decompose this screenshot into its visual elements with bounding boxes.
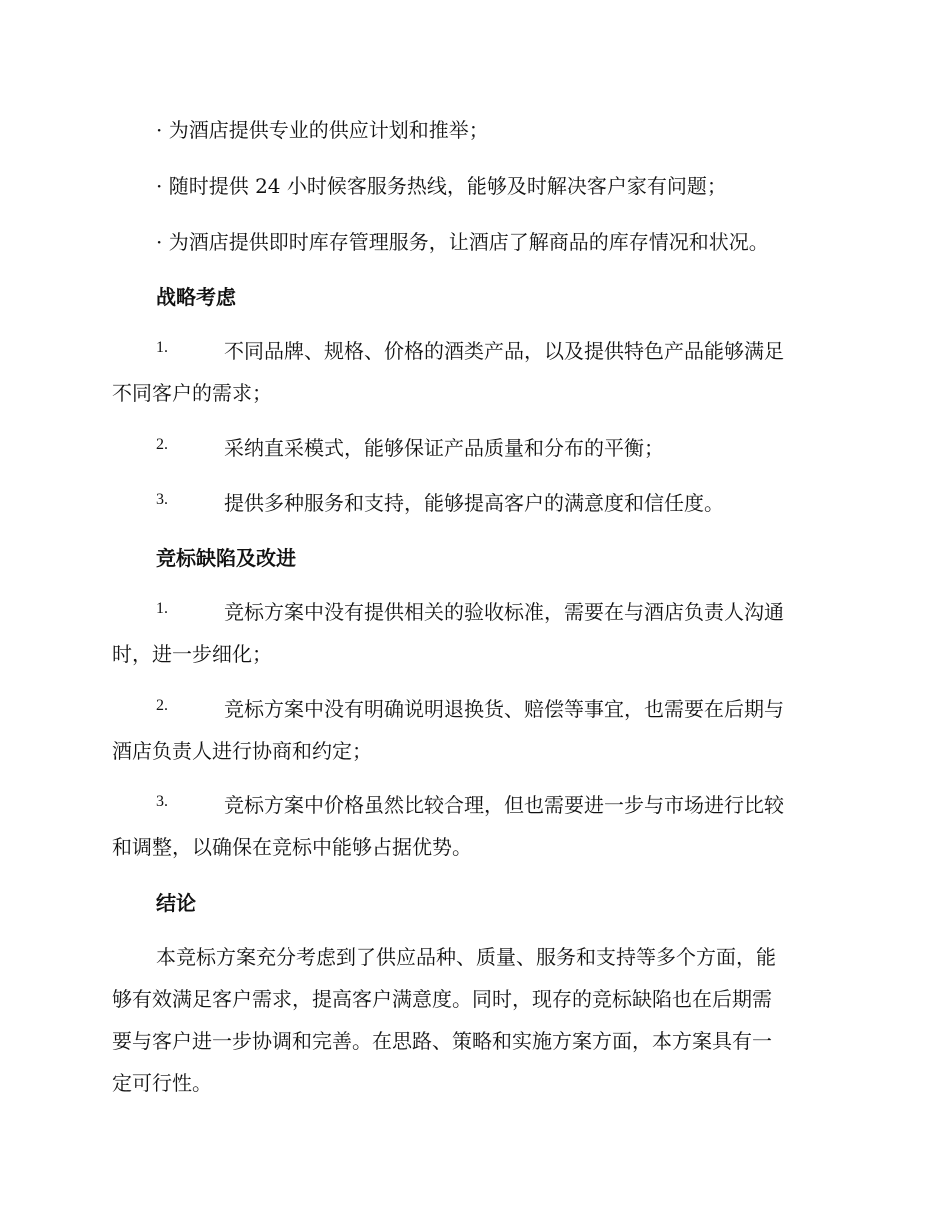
- paragraph-line: 定可行性。: [112, 1071, 212, 1095]
- list-item-text: 竞标方案中价格虽然比较合理，但也需要进一步与市场进行比较: [224, 793, 784, 817]
- paragraph-line: 本竞标方案充分考虑到了供应品种、质量、服务和支持等多个方面，能: [156, 945, 776, 969]
- paragraph-line: 要与客户进一步协调和完善。在思路、策略和实施方案方面，本方案具有一: [112, 1029, 772, 1053]
- list-item-text: 竞标方案中没有明确说明退换货、赔偿等事宜，也需要在后期与: [224, 697, 784, 721]
- list-item-text: 竞标方案中没有提供相关的验收标准，需要在与酒店负责人沟通: [224, 600, 784, 624]
- section-heading-defects: 竞标缺陷及改进: [156, 546, 296, 570]
- section-heading-conclusion: 结论: [156, 891, 196, 915]
- list-item-continuation: 酒店负责人进行协商和约定；: [112, 739, 372, 763]
- list-item-continuation: 不同客户的需求；: [112, 381, 272, 405]
- list-number: 2.: [156, 436, 168, 453]
- list-number: 1.: [156, 600, 168, 617]
- section-heading-strategy: 战略考虑: [156, 285, 236, 309]
- bullet-item: · 随时提供 24 小时候客服务热线，能够及时解决客户家有问题；: [156, 174, 727, 198]
- list-item-text: 提供多种服务和支持，能够提高客户的满意度和信任度。: [224, 491, 724, 515]
- bullet-item: · 为酒店提供即时库存管理服务，让酒店了解商品的库存情况和状况。: [156, 230, 769, 254]
- list-number: 1.: [156, 339, 168, 356]
- list-item-text: 采纳直采模式，能够保证产品质量和分布的平衡；: [224, 436, 664, 460]
- list-number: 2.: [156, 697, 168, 714]
- list-number: 3.: [156, 793, 168, 810]
- list-item-continuation: 和调整，以确保在竞标中能够占据优势。: [112, 835, 472, 859]
- list-item-text: 不同品牌、规格、价格的酒类产品，以及提供特色产品能够满足: [224, 339, 784, 363]
- paragraph-line: 够有效满足客户需求，提高客户满意度。同时，现存的竞标缺陷也在后期需: [112, 987, 772, 1011]
- bullet-item: · 为酒店提供专业的供应计划和推举；: [156, 118, 489, 142]
- list-item-continuation: 时，进一步细化；: [112, 642, 272, 666]
- list-number: 3.: [156, 491, 168, 508]
